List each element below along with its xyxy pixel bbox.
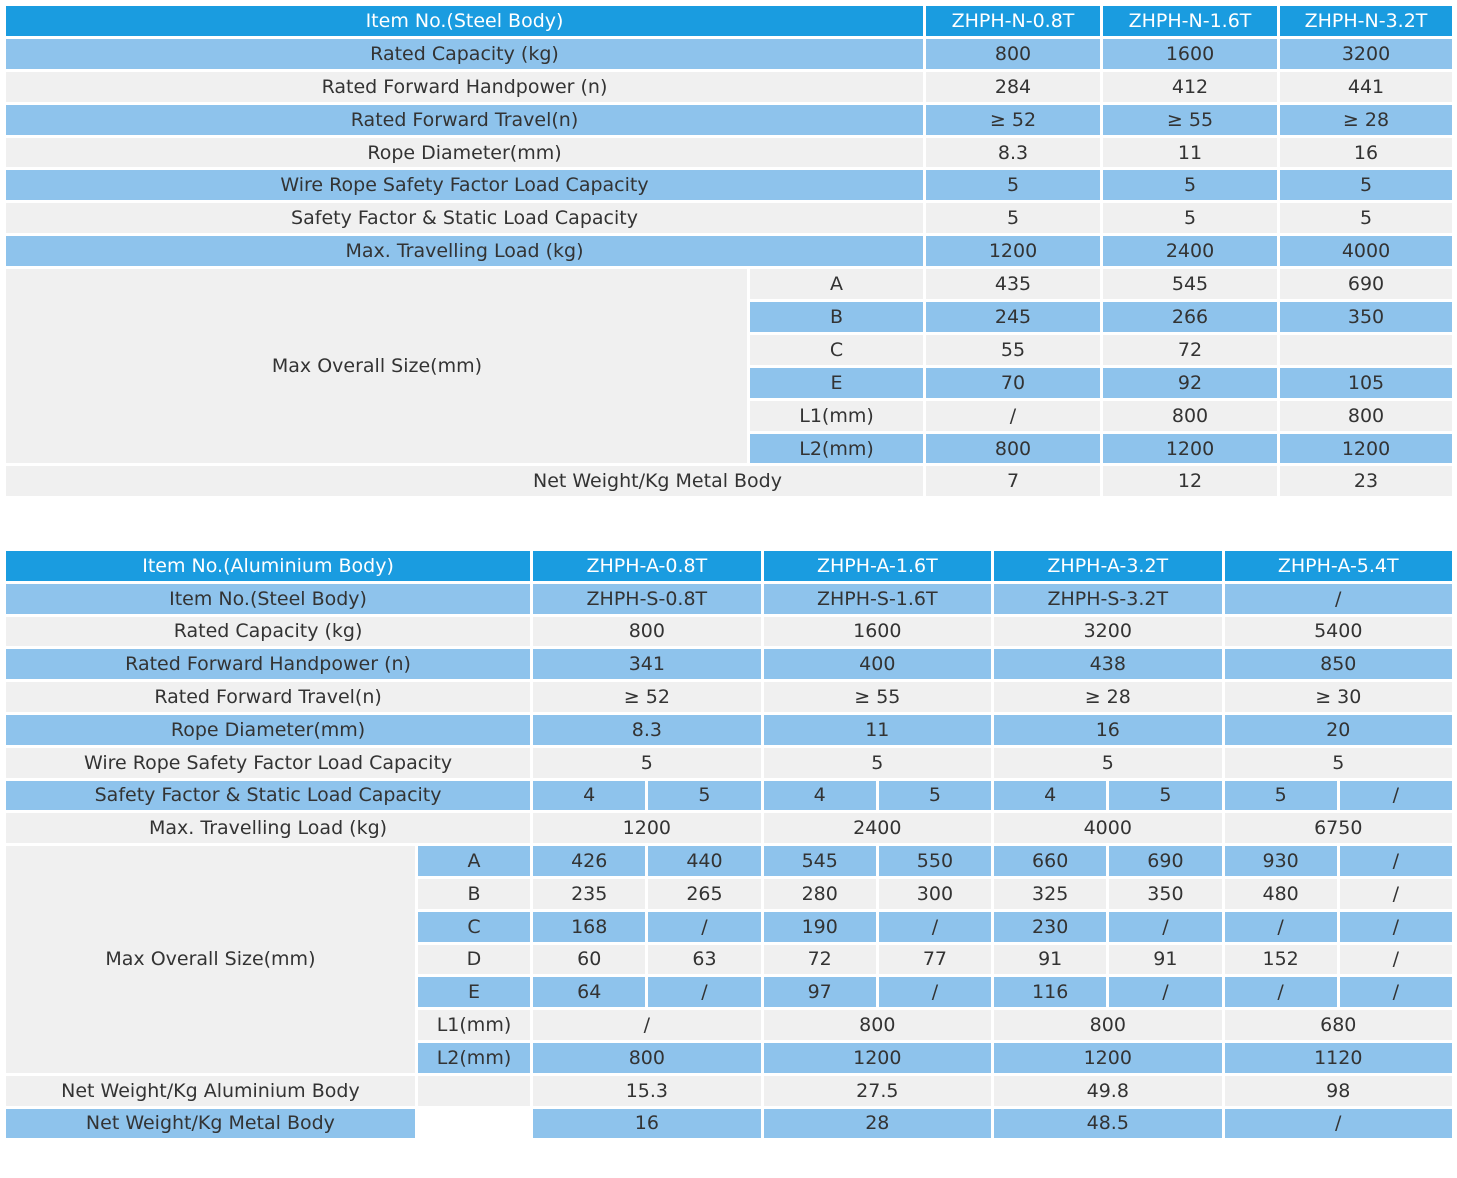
header-label-cell: Item No.(Aluminium Body) [6, 551, 530, 581]
table-cell: 28 [764, 1109, 991, 1139]
table-cell: 11 [764, 715, 991, 745]
table-cell: 4 [994, 781, 1106, 811]
header-model-cell: ZHPH-N-3.2T [1280, 6, 1452, 36]
table-cell: 152 [1225, 945, 1337, 975]
table-cell: 5 [1103, 203, 1277, 233]
table-cell: 440 [648, 846, 760, 876]
table-cell: 300 [879, 879, 991, 909]
table-cell [1280, 335, 1452, 365]
table-cell: 280 [764, 879, 876, 909]
header-model-cell: ZHPH-A-5.4T [1225, 551, 1452, 581]
table-cell: / [1340, 912, 1452, 942]
table-cell: 800 [533, 617, 760, 647]
table-cell: 350 [1109, 879, 1221, 909]
size-sub-label: L2(mm) [418, 1043, 530, 1073]
table-cell: 1200 [926, 236, 1100, 266]
table-cell: 27.5 [764, 1076, 991, 1106]
row-label: Max. Travelling Load (kg) [6, 813, 530, 843]
table-cell: 98 [1225, 1076, 1452, 1106]
table-cell: 20 [1225, 715, 1452, 745]
table-cell: / [1340, 945, 1452, 975]
table-header-row [6, 551, 1452, 581]
row-label: Wire Rope Safety Factor Load Capacity [6, 748, 530, 778]
table-cell: / [926, 401, 1100, 431]
table-cell: 5 [1280, 203, 1452, 233]
table-cell: 16 [1280, 138, 1452, 168]
table-cell: 412 [1103, 72, 1277, 102]
table-cell: 5 [1225, 748, 1452, 778]
table-cell: 5 [879, 781, 991, 811]
table-cell: 350 [1280, 302, 1452, 332]
table-cell: 4000 [994, 813, 1221, 843]
table-cell: 4 [764, 781, 876, 811]
table-cell: 97 [764, 977, 876, 1007]
size-sub-label: C [750, 335, 923, 365]
header-model-cell: ZHPH-A-1.6T [764, 551, 991, 581]
table-cell: 23 [1280, 466, 1452, 496]
table-cell: 63 [648, 945, 760, 975]
table-cell: 266 [1103, 302, 1277, 332]
size-sub-label: C [418, 912, 530, 942]
table-cell: / [1225, 977, 1337, 1007]
size-sub-label: A [418, 846, 530, 876]
empty-cell [418, 1076, 530, 1106]
table-cell: 690 [1280, 269, 1452, 299]
table-cell: 550 [879, 846, 991, 876]
size-sub-label: E [750, 368, 923, 398]
table-cell: / [1340, 781, 1452, 811]
table-cell: 5 [533, 748, 760, 778]
table-cell: 116 [994, 977, 1106, 1007]
table-cell: 341 [533, 649, 760, 679]
table-cell: ZHPH-S-3.2T [994, 584, 1221, 614]
table-cell: / [879, 977, 991, 1007]
table-cell: 105 [1280, 368, 1452, 398]
table-cell: ZHPH-S-1.6T [764, 584, 991, 614]
size-sub-label: E [418, 977, 530, 1007]
table-cell: 64 [533, 977, 645, 1007]
table-cell: 7 [926, 466, 1100, 496]
table-cell: / [879, 912, 991, 942]
table-cell: 60 [533, 945, 645, 975]
table-row [6, 584, 1452, 614]
size-sub-label: D [418, 945, 530, 975]
table-cell: ≥ 28 [1280, 105, 1452, 135]
aluminium-body-spec-table [3, 548, 1455, 1141]
table-cell: 91 [994, 945, 1106, 975]
table-cell: 1120 [1225, 1043, 1452, 1073]
table-row [6, 682, 1452, 712]
table-cell: 800 [764, 1010, 991, 1040]
table-cell: 72 [1103, 335, 1277, 365]
table-cell: 5 [1225, 781, 1337, 811]
header-model-cell: ZHPH-A-3.2T [994, 551, 1221, 581]
table-cell: 265 [648, 879, 760, 909]
table-cell: 3200 [1280, 39, 1452, 69]
row-label: Wire Rope Safety Factor Load Capacity [6, 170, 923, 200]
table-cell: / [533, 1010, 760, 1040]
table-row [6, 72, 1452, 102]
table-cell: 284 [926, 72, 1100, 102]
table-cell: 70 [926, 368, 1100, 398]
table-row [6, 846, 1452, 876]
table-cell: 5 [648, 781, 760, 811]
table-cell: 6750 [1225, 813, 1452, 843]
header-model-cell: ZHPH-N-0.8T [926, 6, 1100, 36]
table-cell: 2400 [1103, 236, 1277, 266]
row-label: Rated Forward Travel(n) [6, 682, 530, 712]
table-cell: 16 [994, 715, 1221, 745]
table-cell: 426 [533, 846, 645, 876]
row-label: Rated Capacity (kg) [6, 39, 923, 69]
table-row [6, 1109, 1452, 1139]
empty-cell [418, 1109, 530, 1139]
table-cell: 441 [1280, 72, 1452, 102]
table-cell: 400 [764, 649, 991, 679]
size-sub-label: L2(mm) [750, 434, 923, 464]
row-label: Rope Diameter(mm) [6, 715, 530, 745]
table-cell: 3200 [994, 617, 1221, 647]
table-cell: 48.5 [994, 1109, 1221, 1139]
table-row [6, 466, 1452, 496]
header-label-cell: Item No.(Steel Body) [6, 6, 923, 36]
table-cell: 5 [926, 170, 1100, 200]
table-cell: 680 [1225, 1010, 1452, 1040]
table-cell: 230 [994, 912, 1106, 942]
table-cell: / [1225, 1109, 1452, 1139]
table-cell: 1200 [764, 1043, 991, 1073]
table-cell: 1200 [1103, 434, 1277, 464]
table-row [6, 813, 1452, 843]
table-row [6, 138, 1452, 168]
table-cell: 850 [1225, 649, 1452, 679]
table-cell: 5 [926, 203, 1100, 233]
table-row [6, 236, 1452, 266]
table-cell: 800 [1280, 401, 1452, 431]
table-cell: / [648, 977, 760, 1007]
table-row [6, 617, 1452, 647]
table-cell: 235 [533, 879, 645, 909]
row-label: Rated Forward Handpower (n) [6, 649, 530, 679]
table-cell: 1600 [764, 617, 991, 647]
table-cell: 245 [926, 302, 1100, 332]
row-label: Rated Forward Travel(n) [6, 105, 923, 135]
table-cell: 480 [1225, 879, 1337, 909]
table-cell: ≥ 55 [1103, 105, 1277, 135]
table-row [6, 105, 1452, 135]
table-cell: 800 [533, 1043, 760, 1073]
table-cell: ≥ 52 [533, 682, 760, 712]
table-row [6, 269, 1452, 299]
table-cell: 5400 [1225, 617, 1452, 647]
table-cell: 12 [1103, 466, 1277, 496]
table-cell: 8.3 [926, 138, 1100, 168]
table-cell: 800 [926, 434, 1100, 464]
table-cell: 5 [1109, 781, 1221, 811]
table-cell: 5 [764, 748, 991, 778]
size-group-label: Max Overall Size(mm) [6, 846, 415, 1073]
table-header-row [6, 6, 1452, 36]
size-sub-label: B [750, 302, 923, 332]
table-row [6, 748, 1452, 778]
table-cell: 49.8 [994, 1076, 1221, 1106]
table-cell: 168 [533, 912, 645, 942]
table-cell: 55 [926, 335, 1100, 365]
table-cell: 1200 [1280, 434, 1452, 464]
table-cell: 800 [1103, 401, 1277, 431]
table-cell: 1600 [1103, 39, 1277, 69]
table-cell: 5 [994, 748, 1221, 778]
table-cell: 16 [533, 1109, 760, 1139]
table-row [6, 170, 1452, 200]
table-cell: ZHPH-S-0.8T [533, 584, 760, 614]
table-cell: 930 [1225, 846, 1337, 876]
table-row [6, 1076, 1452, 1106]
table-row [6, 203, 1452, 233]
table-cell: 92 [1103, 368, 1277, 398]
table-cell: 438 [994, 649, 1221, 679]
size-sub-label: B [418, 879, 530, 909]
header-model-cell: ZHPH-N-1.6T [1103, 6, 1277, 36]
table-cell: ≥ 28 [994, 682, 1221, 712]
table-cell: 4 [533, 781, 645, 811]
row-label: Safety Factor & Static Load Capacity [6, 203, 923, 233]
table-cell: 1200 [533, 813, 760, 843]
table-cell: 5 [1103, 170, 1277, 200]
table-row [6, 781, 1452, 811]
row-label: Rope Diameter(mm) [6, 138, 923, 168]
row-label: Rated Capacity (kg) [6, 617, 530, 647]
table-cell: 800 [994, 1010, 1221, 1040]
table-cell: / [1340, 977, 1452, 1007]
table-cell: 435 [926, 269, 1100, 299]
row-label: Net Weight/Kg Aluminium Body [6, 1076, 415, 1106]
table-cell: / [648, 912, 760, 942]
size-sub-label: L1(mm) [418, 1010, 530, 1040]
table-cell: 545 [1103, 269, 1277, 299]
table-cell: 325 [994, 879, 1106, 909]
table-cell: 8.3 [533, 715, 760, 745]
table-cell: 72 [764, 945, 876, 975]
table-cell: ≥ 30 [1225, 682, 1452, 712]
table-cell: 5 [1280, 170, 1452, 200]
table-cell: / [1225, 912, 1337, 942]
table-row [6, 39, 1452, 69]
row-label: Item No.(Steel Body) [6, 584, 530, 614]
table-cell: 91 [1109, 945, 1221, 975]
table-cell: 1200 [994, 1043, 1221, 1073]
table-cell: / [1340, 846, 1452, 876]
table-row [6, 649, 1452, 679]
table-cell: 800 [926, 39, 1100, 69]
row-label: Max. Travelling Load (kg) [6, 236, 923, 266]
steel-body-spec-table [3, 3, 1455, 499]
row-label: Rated Forward Handpower (n) [6, 72, 923, 102]
table-cell: 4000 [1280, 236, 1452, 266]
table-cell: 77 [879, 945, 991, 975]
table-cell: ≥ 55 [764, 682, 991, 712]
table-cell: / [1109, 977, 1221, 1007]
table-cell: 190 [764, 912, 876, 942]
table-cell: 11 [1103, 138, 1277, 168]
table-cell: 660 [994, 846, 1106, 876]
size-sub-label: L1(mm) [750, 401, 923, 431]
size-group-label: Max Overall Size(mm) [6, 269, 747, 463]
row-label: Net Weight/Kg Metal Body [6, 1109, 415, 1139]
table-cell: 545 [764, 846, 876, 876]
table-cell: 690 [1109, 846, 1221, 876]
table-cell: ≥ 52 [926, 105, 1100, 135]
table-cell: 15.3 [533, 1076, 760, 1106]
table-cell: / [1340, 879, 1452, 909]
table-cell: / [1225, 584, 1452, 614]
header-model-cell: ZHPH-A-0.8T [533, 551, 760, 581]
table-cell: / [1109, 912, 1221, 942]
row-label: Safety Factor & Static Load Capacity [6, 781, 530, 811]
table-cell: 2400 [764, 813, 991, 843]
table-row [6, 715, 1452, 745]
row-label: Net Weight/Kg Metal Body [6, 466, 923, 496]
size-sub-label: A [750, 269, 923, 299]
